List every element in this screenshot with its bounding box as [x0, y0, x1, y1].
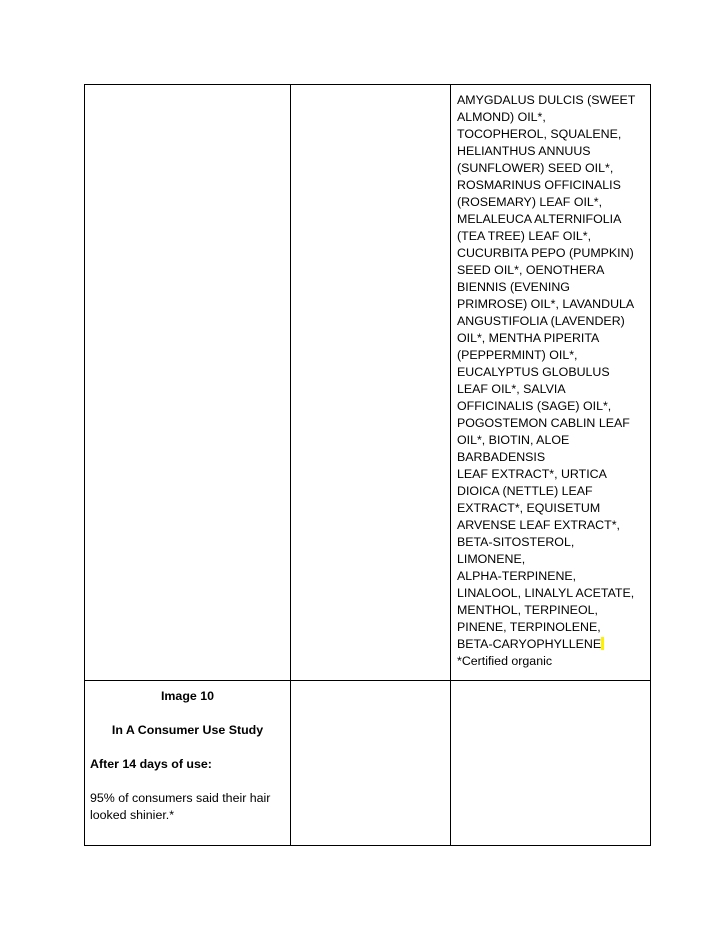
ingredient-line: OIL*, BIOTIN, ALOE	[457, 433, 570, 447]
ingredient-line: ALPHA-TERPINENE,	[457, 569, 577, 583]
ingredient-line: BETA-SITOSTEROL,	[457, 535, 575, 549]
ingredients-list	[451, 85, 650, 670]
spacer	[90, 739, 285, 756]
ingredient-line: LINALOOL, LINALYL ACETATE,	[457, 586, 635, 600]
ingredients-cell	[451, 85, 651, 681]
image-label: Image 10	[160, 689, 215, 703]
ingredient-line: ROSMARINUS OFFICINALIS	[457, 178, 621, 192]
ingredient-line: (SUNFLOWER) SEED OIL*,	[457, 161, 614, 175]
ingredient-line: MELALEUCA ALTERNIFOLIA	[457, 212, 622, 226]
study-title: In A Consumer Use Study	[111, 723, 264, 737]
ingredient-line: LIMONENE,	[457, 552, 526, 566]
ingredient-line: OIL*, MENTHA PIPERITA	[457, 331, 600, 345]
days-heading: After 14 days of use:	[90, 757, 212, 771]
ingredient-line: PRIMROSE) OIL*, LAVANDULA	[457, 297, 635, 311]
ingredient-line: TOCOPHEROL, SQUALENE,	[457, 127, 622, 141]
ingredient-line: LEAF OIL*, SALVIA	[457, 382, 566, 396]
table-cell-empty	[451, 681, 651, 846]
table-row	[85, 85, 651, 681]
ingredient-line: ALMOND) OIL*,	[457, 110, 546, 124]
text-highlight-mark	[601, 637, 604, 650]
ingredient-line: AMYGDALUS DULCIS (SWEET	[457, 93, 636, 107]
table-row	[85, 681, 651, 846]
ingredient-line: MENTHOL, TERPINEOL,	[457, 603, 598, 617]
table-cell-empty	[291, 681, 451, 846]
table-cell-empty	[85, 85, 291, 681]
ingredient-line: CUCURBITA PEPO (PUMPKIN)	[457, 246, 634, 260]
ingredient-line-last	[457, 636, 644, 653]
ingredient-line: BARBADENSIS	[457, 450, 546, 464]
content-table	[84, 84, 651, 846]
ingredient-line: SEED OIL*, OENOTHERA	[457, 263, 605, 277]
ingredient-line: EUCALYPTUS GLOBULUS	[457, 365, 610, 379]
ingredient-line: BIENNIS (EVENING	[457, 280, 570, 294]
ingredient-line: OFFICINALIS (SAGE) OIL*,	[457, 399, 612, 413]
study-content	[85, 681, 290, 824]
table-cell-empty	[291, 85, 451, 681]
ingredient-line: HELIANTHUS ANNUUS	[457, 144, 591, 158]
spacer	[90, 705, 285, 722]
study-cell	[85, 681, 291, 846]
ingredient-line: (PEPPERMINT) OIL*,	[457, 348, 578, 362]
ingredient-line: EXTRACT*, EQUISETUM	[457, 501, 601, 515]
ingredient-line: (ROSEMARY) LEAF OIL*,	[457, 195, 603, 209]
ingredient-line: ARVENSE LEAF EXTRACT*,	[457, 518, 620, 532]
last-ingredient-text: BETA-CARYOPHYLLENE	[457, 637, 602, 651]
ingredient-line: (TEA TREE) LEAF OIL*,	[457, 229, 592, 243]
ingredient-line: ANGUSTIFOLIA (LAVENDER)	[457, 314, 625, 328]
ingredient-line: LEAF EXTRACT*, URTICA	[457, 467, 607, 481]
ingredient-line: PINENE, TERPINOLENE,	[457, 620, 601, 634]
ingredient-line: POGOSTEMON CABLIN LEAF	[457, 416, 630, 430]
footnote-text: *Certified organic	[457, 654, 553, 668]
spacer	[90, 773, 285, 790]
ingredient-line: DIOICA (NETTLE) LEAF	[457, 484, 593, 498]
claim-text: 95% of consumers said their hair looked shinier.*	[90, 791, 271, 822]
